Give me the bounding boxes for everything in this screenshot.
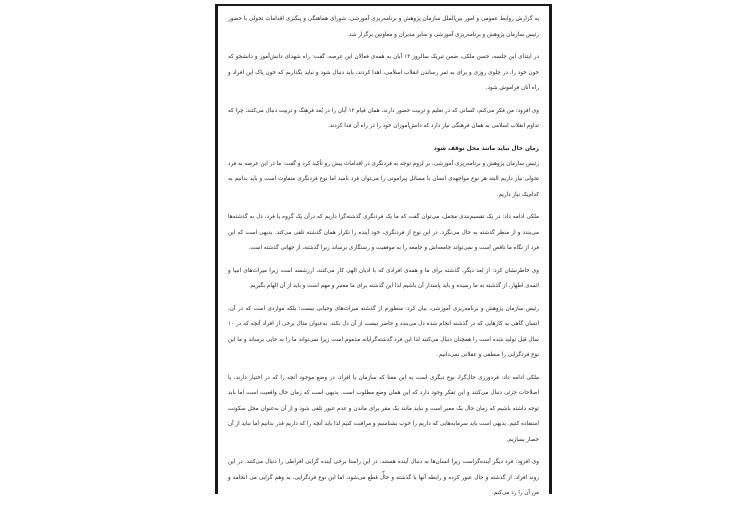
paragraph: وی افزود: فرد دیگر آینده‌گراست زیرا انسان‌ها به دنبال آینده هستند. در این راستا برخی آینده گرایی افراطی را دنبال می‌کنند. در این روند افراد، از گذشته و حال عبور کرده و رابطه آنها با گذشته و حال قطع می‌شود، اما این نوع فردگرایی، به وهم گرایی می انجامد و من آن را رد می‌کنم.	[228, 459, 539, 496]
document-body	[228, 12, 539, 509]
page-number: ۲	[382, 470, 385, 476]
paragraph: در ابتدای این جلسه، حسن ملکی، ضمن تبریک سالروز ۱۳ آبان به همه‌ی فعالان این عرصه، گفت: راه شهدای دانش‌آموز و دانشجو که خون خود را، در چلوی روزی و برای به ثمر رساندن انقلاب اسلامی، اهدا کردند، باید دنبال شود و نباید بگذاریم که خون پاک این افراد و راه آنان فراموش شود.	[228, 54, 539, 91]
document-page	[215, 4, 552, 494]
paragraph: رئیس سازمان پژوهش و برنامه‌ریزی آموزشی، بیان کرد: منظورم از گذشته میراث‌های وحیانی نیست؛ بلکه مواردی است که در آن، انسان گاهی به کارهایی که در گذشته انجام شده دل می‌بندد و حاضر نیست از آن دل بکند. به‌عنوان مثال برخی از افراد آنچه که در ۱۰ سال قبل تولید شده است را همچنان دنبال می‌کنند لذا این فرد گذشته‌گرایانه مذموم است زیرا نمی‌تواند ما را به جایی برساند و ما این نوع فردگرایی را منطقی و عقلانی نمی‌دانیم.	[228, 305, 539, 358]
paragraph: به گزارش روابط عمومی و امور بین‌الملل سازمان پژوهش و برنامه‌ریزی آموزشی، شورای هماهنگی و پیگیری اقدامات تحولی با حضور رئیس سازمان پژوهش و برنامه‌ریزی آموزشی و سایر مدیران و معاونین برگزار شد.	[228, 16, 539, 38]
paragraph: رئیس سازمان پژوهش و برنامه‌ریزی آموزشی، بر لزوم توجه به فردنگری در اقدامات پیش رو تأکید کرد و گفت: ما در این عرصه به فرد تحولی نیاز داریم البته هر نوع مواجهه‌ی انسان با مسائل پیرامونی را می‌توان فرد نامید اما نوع فردنگری متفاوت است و باید بدانیم به کدام‌یک نیاز داریم.	[228, 160, 539, 198]
section-heading: زمان حال نباید مانند محل توقف شود	[433, 145, 539, 152]
paragraph: ملکی ادامه داد: فردورزی حال‌گرا، نوع دیگری است به این معنا که سازمان یا افراد، در وضع موجود آنچه را که در اختیار دارند، با اصلاحات جزئی دنبال می‌کنند و این تفکر وجود دارد که این همان وضع مطلوب است. بدیهی است که زمان حال واقعیت است اما باید توجه داشته باشیم که زمان حال یک معبر است و نباید مانند یک مقر برای ماندن و عدم عبور تلقی شود و از آن به‌عنوان محل سکونت استفاده کنیم. بدیهی است باید سرمایه‌هایی که داریم را خوب بشناسیم و مراقبت کنیم لذا باید آنچه را که داریم قدر بدانیم اما نباید از آن حصار بسازیم.	[228, 374, 539, 443]
paragraph: ملکی ادامه داد: در یک تقسیم‌بندی مجمل، می‌توان گفت که ما یک فردنگری گذشته‌گرا داریم که درآن یک گروه یا فرد، دل به گذشته‌ها می‌بندد و از منظر گذشته به حال می‌نگرد. در این نوع از فردنگری، خود آینده را تکرار همان گذشته تلقی می‌کند. بدیهی است که این فرد از نگاه ما ناقص است و نمی‌تواند جامعه‌اش و جامعه را به موفقیت و رستگاری برساند زیرا گذشته، از جهاتی گذشته است.	[228, 214, 539, 251]
paragraph: وی خاطرنشان کرد: از بُعد دیگر، گذشته برای ما و همه‌ی افرادی که با ادیان الهی کار می‌کنند، ارزشمند است زیرا میراث‌های انبیا و ائمه‌ی اطهار، از گذشته به ما رسیده و باید پاسدار آن باشیم لذا این گذشته برای ما معتبر و مهم است و باید از آن الهام بگیریم.	[228, 267, 539, 289]
paragraph: وی افزود: من فکر می‌کنم، کسانی که در تعلیم و تربیت حضور دارند، همان قیام ۱۳ آبان را در بُعد فرهنگ و تربیت دنبال می‌کنند، چرا که تداوم انقلاب اسلامی به همان فرهنگی نیاز دارد که دانش‌آموزان خود را در راه آن فدا کردند.	[228, 107, 540, 129]
